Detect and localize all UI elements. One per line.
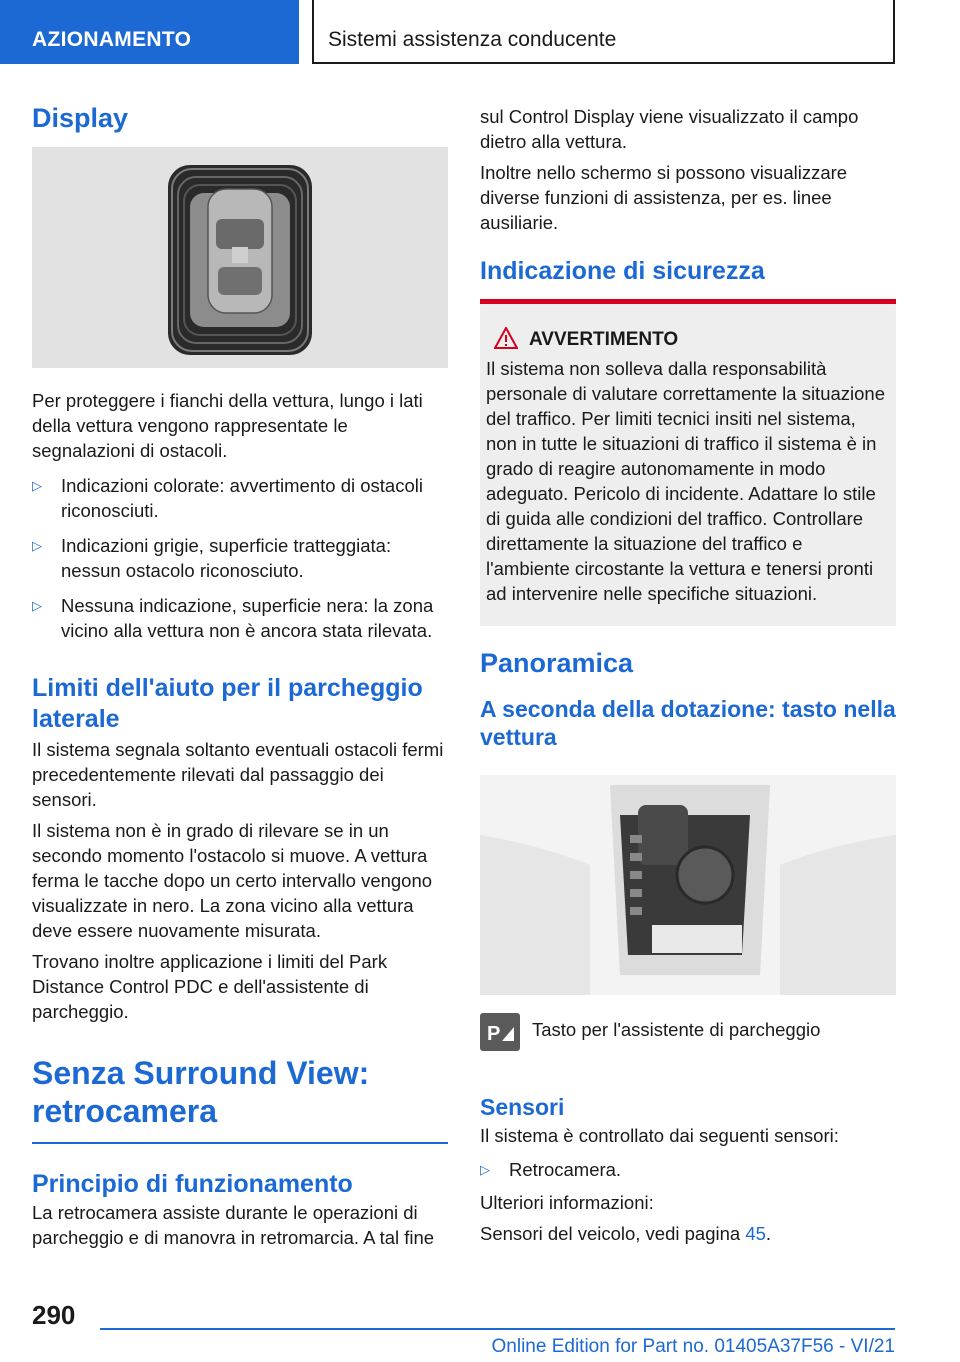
parking-display-figure [32, 147, 448, 368]
footer-rule [100, 1328, 895, 1330]
limits-paragraph-1: Il sistema segnala soltanto eventuali ostacoli fermi precedentemente rilevati dal passaggio dei sensori. [32, 739, 444, 810]
legend-text: Tasto per l'assistente di parcheggio [532, 1019, 821, 1040]
triangle-bullet-icon: ▷ [480, 1162, 490, 1177]
triangle-bullet-icon: ▷ [32, 538, 42, 553]
continued-paragraph-1: sul Control Display viene visualizzato il campo dietro alla vettura. [480, 106, 859, 152]
display-bullet-list [32, 473, 448, 643]
triangle-bullet-icon: ▷ [32, 598, 42, 613]
list-item: ▷ Indicazioni grigie, superficie tratteggiata: nessun ostacolo riconosciuto. [32, 535, 392, 581]
header-chapter-title: Sistemi assistenza conducente [312, 0, 895, 64]
warning-title: AVVERTIMENTO [486, 328, 888, 352]
header-section-tab: AZIONAMENTO [0, 0, 299, 64]
continued-paragraph-2: Inoltre nello schermo si possono visualizzare diverse funzioni di assistenza, per es. linee ausiliarie. [480, 162, 848, 233]
principle-heading: Principio di funzionamento [32, 1170, 353, 1198]
sensors-heading: Sensori [480, 1094, 565, 1120]
list-item: ▷ Retrocamera. [480, 1159, 622, 1180]
display-paragraph: Per proteggere i fianchi della vettura, lungo i lati della vettura vengono rappresentate le segnalazioni di ostacoli. [32, 390, 423, 461]
parking-display-illustration [32, 147, 448, 368]
limits-paragraph-2: Il sistema non è in grado di rilevare se in un secondo momento l'ostacolo si muove. A vettura ferma le tacche dopo un certo intervallo vengono visualizzate in nero. La zona vicino alla vettura deve essere nuovamente misurata. [32, 820, 433, 941]
overview-heading: Panoramica [480, 648, 634, 678]
legend-row [480, 1013, 896, 1061]
parking-assistant-button-icon [480, 1013, 520, 1051]
limits-paragraph-3: Trovano inoltre applicazione i limiti del Park Distance Control PDC e dell'assistente di parcheggio. [32, 951, 388, 1022]
reference-line: Sensori del veicolo, vedi pagina 45. [480, 1223, 772, 1244]
limits-heading: Limiti dell'aiuto per il parcheggio laterale [32, 674, 423, 733]
principle-paragraph: La retrocamera assiste durante le operazioni di parcheggio e di manovra in retromarcia. A tal fine [32, 1202, 435, 1248]
warning-text: Il sistema non solleva dalla responsabilità personale di valutare correttamente la situazione del traffico. Per limiti tecnici insiti nel sistema, non in tutte le situazioni di traffico il sistema è in grado di reagire autonomamente in modo adeguato. Pericolo di incidente. Adattare lo stile di guida alle condizioni del traffico. Controllare direttamente la situazione del traffico e l'ambiente circostante la vettura e tenersi pronti ad intervenire nelle specifiche situazioni. [486, 358, 886, 604]
left-column [32, 96, 448, 1250]
surround-view-heading: Senza Surround View: retrocamera [32, 1055, 370, 1129]
right-column [480, 104, 896, 1246]
triangle-bullet-icon: ▷ [32, 478, 42, 493]
svg-text:P: P [487, 1023, 501, 1045]
warning-box [480, 304, 896, 626]
more-info-label: Ulteriori informazioni: [480, 1192, 654, 1213]
heading-rule [32, 1142, 448, 1144]
footer-edition-text: Online Edition for Part no. 01405A37F56 - VI/21 [491, 1336, 895, 1357]
center-console-illustration [480, 775, 896, 995]
page-number: 290 [32, 1300, 76, 1330]
page-reference-link[interactable]: 45 [745, 1223, 766, 1244]
sensors-paragraph: Il sistema è controllato dai seguenti sensori: [480, 1125, 839, 1146]
list-item: ▷ Nessuna indicazione, superficie nera: la zona vicino alla vettura non è ancora stata rilevata. [32, 595, 434, 641]
sensors-bullet-list [480, 1157, 896, 1182]
safety-heading: Indicazione di sicurezza [480, 257, 765, 285]
center-console-figure [480, 775, 896, 995]
display-heading: Display [32, 103, 129, 133]
equipment-heading: A seconda della dotazione: tasto nella vettura [480, 696, 896, 750]
list-item: ▷ Indicazioni colorate: avvertimento di ostacoli riconosciuti. [32, 475, 423, 521]
warning-triangle-icon [494, 327, 518, 356]
